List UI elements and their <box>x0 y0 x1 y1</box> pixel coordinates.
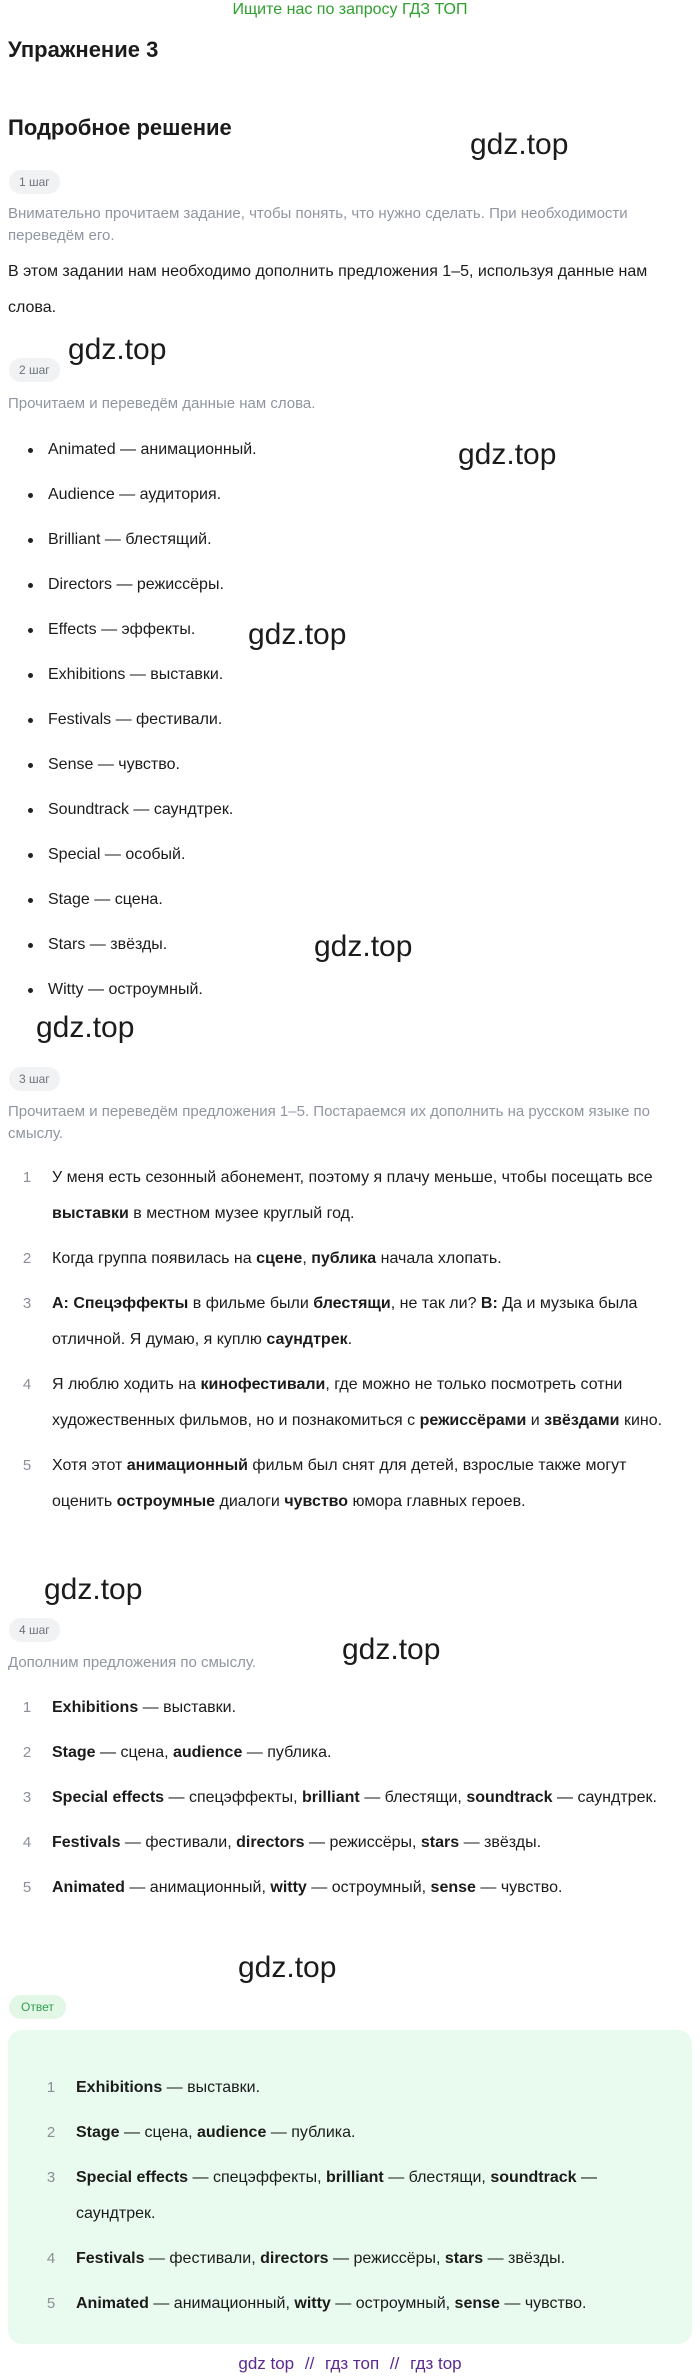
item-number: 4 <box>22 1834 32 1851</box>
footer-separator: // <box>389 2354 400 2373</box>
list-item <box>16 1448 676 1520</box>
text-segment: У меня есть сезонный абонемент, поэтому я плачу меньше, чтобы посещать все <box>52 1169 653 1186</box>
item-number: 4 <box>22 1376 32 1393</box>
list-item: Exhibitions — выставки. <box>24 658 257 703</box>
highlight-word: audience <box>172 1744 243 1761</box>
speaker-label: B: <box>480 1295 498 1312</box>
solution-title: Подробное решение <box>8 115 232 140</box>
exercise-title: Упражнение 3 <box>8 37 159 62</box>
search-banner[interactable]: Ищите нас по запросу ГДЗ ТОП <box>232 1 468 18</box>
answer-list <box>40 2070 680 2331</box>
highlight-word: sense <box>430 1879 476 1896</box>
item-number: 1 <box>22 1699 32 1716</box>
step-instruction: Дополним предложения по смыслу. <box>8 1654 256 1671</box>
list-item <box>16 1286 676 1358</box>
highlight-word: directors <box>260 2250 329 2267</box>
footer-separator: // <box>304 2354 315 2373</box>
highlight-word: brilliant <box>301 1789 360 1806</box>
highlight-word: witty <box>270 1879 307 1896</box>
text-segment: — фестивали, <box>120 1834 237 1851</box>
text-segment: — режиссёры, <box>304 1834 421 1851</box>
highlight-word: Stage <box>76 2124 120 2141</box>
highlight-word: sense <box>454 2295 500 2312</box>
text-segment: кино. <box>619 1412 663 1429</box>
step-badge: 2 шаг <box>9 358 60 382</box>
highlight-word: Festivals <box>76 2250 145 2267</box>
watermark: gdz.top <box>342 1633 441 1666</box>
text-segment: и <box>526 1412 545 1429</box>
text-segment: , <box>302 1250 312 1267</box>
highlight-word: Special effects <box>52 1789 165 1806</box>
list-item <box>16 1870 676 1906</box>
text-segment: , где можно не только посмотреть сотни художественных фильмов, но и познакомиться с <box>52 1376 623 1429</box>
item-number: 2 <box>22 1744 32 1761</box>
text-segment: — звёзды. <box>483 2250 566 2267</box>
highlight-word: stars <box>444 2250 484 2267</box>
sentences-list <box>16 1160 676 1529</box>
text-segment: — публика. <box>266 2124 356 2141</box>
highlight-word: Stage <box>52 1744 96 1761</box>
watermark: gdz.top <box>44 1573 143 1606</box>
text-segment: в фильме были <box>188 1295 314 1312</box>
text-segment: — саундтрек. <box>552 1789 657 1806</box>
text-segment: фильм был снят для детей, взрослые также могут оценить <box>52 1457 627 1510</box>
text-segment: — остроумный, <box>306 1879 431 1896</box>
highlight-word: A: Спецэффекты <box>52 1295 189 1312</box>
highlight-word: soundtrack <box>490 2169 577 2186</box>
list-item <box>16 1825 676 1861</box>
text-segment: — блестящи, <box>359 1789 467 1806</box>
list-item <box>16 1735 676 1771</box>
list-item <box>16 1367 676 1439</box>
highlight-word: brilliant <box>325 2169 384 2186</box>
step-badge: 4 шаг <box>9 1618 60 1642</box>
answer-badge: Ответ <box>9 1995 66 2019</box>
text-segment: — сцена, <box>119 2124 197 2141</box>
text-segment: в местном музее круглый год. <box>128 1205 355 1222</box>
watermark: gdz.top <box>68 333 167 366</box>
step-text: В этом задании нам необходимо дополнить предложения 1–5, используя данные нам слова. <box>8 263 648 316</box>
highlight-word: остроумные <box>116 1493 216 1510</box>
item-number: 1 <box>22 1169 32 1186</box>
watermark: gdz.top <box>470 128 569 161</box>
highlight-word: Animated <box>52 1879 125 1896</box>
vocabulary-list <box>24 433 257 1018</box>
footer-link[interactable]: гдз топ <box>325 2354 380 2373</box>
text-segment: — спецэффекты, <box>188 2169 326 2186</box>
highlight-word: Festivals <box>52 1834 121 1851</box>
list-item: Stage — сцена. <box>24 883 257 928</box>
text-segment: диалоги <box>215 1493 285 1510</box>
footer-links <box>0 2352 700 2376</box>
list-item: Special — особый. <box>24 838 257 883</box>
text-segment: — фестивали, <box>144 2250 261 2267</box>
highlight-word: soundtrack <box>466 1789 553 1806</box>
text-segment: , не так ли? <box>390 1295 481 1312</box>
highlight-word: выставки <box>52 1205 129 1222</box>
list-item <box>40 2070 680 2106</box>
highlight-word: режиссёрами <box>419 1412 527 1429</box>
text-segment: начала хлопать. <box>376 1250 502 1267</box>
step-badge: 1 шаг <box>9 170 60 194</box>
highlight-word: звёздами <box>544 1412 620 1429</box>
list-item: Sense — чувство. <box>24 748 257 793</box>
list-item: Witty — остроумный. <box>24 973 257 1018</box>
item-number: 1 <box>46 2079 56 2096</box>
item-number: 2 <box>46 2124 56 2141</box>
text-segment: — спецэффекты, <box>164 1789 302 1806</box>
list-item: Effects — эффекты. <box>24 613 257 658</box>
highlight-word: Exhibitions <box>52 1699 139 1716</box>
list-item <box>40 2160 680 2232</box>
text-segment: — чувство. <box>499 2295 587 2312</box>
highlight-word: анимационный <box>126 1457 248 1474</box>
text-segment: — блестящи, <box>383 2169 491 2186</box>
highlight-word: чувство <box>284 1493 349 1510</box>
text-segment: — режиссёры, <box>328 2250 445 2267</box>
text-segment: — остроумный, <box>330 2295 455 2312</box>
highlight-word: сцене <box>256 1250 303 1267</box>
highlight-word: публика <box>311 1250 377 1267</box>
highlight-word: Special effects <box>76 2169 189 2186</box>
footer-link[interactable]: gdz top <box>238 2354 295 2373</box>
list-item: Soundtrack — саундтрек. <box>24 793 257 838</box>
list-item <box>16 1160 676 1232</box>
step-badge: 3 шаг <box>9 1067 60 1091</box>
highlight-word: witty <box>294 2295 331 2312</box>
item-number: 4 <box>46 2250 56 2267</box>
text-segment: Я люблю ходить на <box>52 1376 201 1393</box>
item-number: 3 <box>46 2169 56 2186</box>
item-number: 3 <box>22 1789 32 1806</box>
completion-list <box>16 1690 676 1915</box>
step-instruction: Внимательно прочитаем задание, чтобы понять, что нужно сделать. При необходимости переведём его. <box>8 205 628 244</box>
highlight-word: Animated <box>76 2295 149 2312</box>
text-segment: — сцена, <box>95 1744 173 1761</box>
list-item: Animated — анимационный. <box>24 433 257 478</box>
list-item <box>40 2241 680 2277</box>
list-item <box>40 2115 680 2151</box>
highlight-word: саундтрек <box>266 1331 348 1348</box>
highlight-word: кинофестивали <box>200 1376 326 1393</box>
highlight-word: audience <box>196 2124 267 2141</box>
watermark: gdz.top <box>248 618 347 651</box>
text-segment: — звёзды. <box>459 1834 542 1851</box>
list-item <box>16 1780 676 1816</box>
text-segment: — анимационный, <box>148 2295 295 2312</box>
list-item <box>16 1690 676 1726</box>
text-segment: — выставки. <box>138 1699 237 1716</box>
highlight-word: Exhibitions <box>76 2079 163 2096</box>
text-segment: юмора главных героев. <box>348 1493 526 1510</box>
watermark: gdz.top <box>314 930 413 963</box>
watermark: gdz.top <box>458 438 557 471</box>
highlight-word: блестящи <box>313 1295 391 1312</box>
text-segment: Да и музыка была отличной. Я думаю, я куплю <box>52 1295 638 1348</box>
list-item: Brilliant — блестящий. <box>24 523 257 568</box>
item-number: 5 <box>22 1457 32 1474</box>
list-item <box>16 1241 676 1277</box>
step-instruction: Прочитаем и переведём данные нам слова. <box>8 395 316 412</box>
list-item: Stars — звёзды. <box>24 928 257 973</box>
list-item: Festivals — фестивали. <box>24 703 257 748</box>
text-segment: Когда группа появилась на <box>52 1250 257 1267</box>
item-number: 5 <box>22 1879 32 1896</box>
watermark: gdz.top <box>238 1951 337 1984</box>
text-segment: . <box>347 1331 353 1348</box>
step-instruction: Прочитаем и переведём предложения 1–5. Постараемся их дополнить на русском языке по смыслу. <box>8 1103 650 1142</box>
highlight-word: directors <box>236 1834 305 1851</box>
watermark: gdz.top <box>36 1011 135 1044</box>
list-item: Audience — аудитория. <box>24 478 257 523</box>
footer-link[interactable]: гдз top <box>410 2354 462 2373</box>
item-number: 2 <box>22 1250 32 1267</box>
text-segment: — публика. <box>242 1744 332 1761</box>
highlight-word: stars <box>420 1834 460 1851</box>
text-segment: — саундтрек. <box>76 2169 598 2222</box>
text-segment: — чувство. <box>475 1879 563 1896</box>
item-number: 3 <box>22 1295 32 1312</box>
text-segment: Хотя этот <box>52 1457 127 1474</box>
text-segment: — выставки. <box>162 2079 261 2096</box>
list-item <box>40 2286 680 2322</box>
list-item: Directors — режиссёры. <box>24 568 257 613</box>
text-segment: — анимационный, <box>124 1879 271 1896</box>
item-number: 5 <box>46 2295 56 2312</box>
